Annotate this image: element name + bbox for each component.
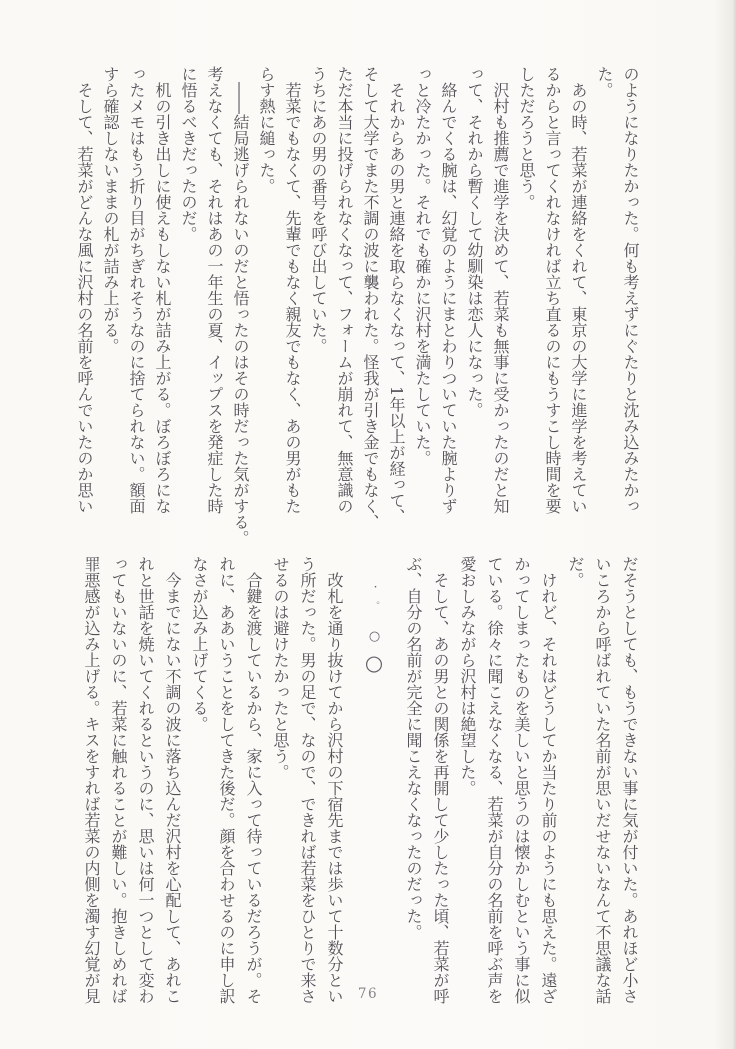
text-column: だ。 (566, 556, 585, 588)
section-divider (348, 556, 400, 1008)
text-column: た。 (595, 66, 614, 98)
text-column: ってもいないのに、若菜に触れることが難しい。抱きしめれば (109, 556, 128, 1004)
text-column: れと世話を焼いてくれるというのに、思いは何一つとして変わ (136, 556, 155, 1004)
divider-small-circle-mark: 。 (369, 601, 379, 611)
text-column: ている。徐々に聞こえなくなる、若菜が自分の名前を呼ぶ声を (485, 556, 504, 1004)
text-column: 考えなくても、それはあの一年生の夏、イップスを発症した時 (205, 66, 224, 514)
divider-dot-mark: ・ (369, 582, 379, 591)
text-column: 沢村も推薦で進学を決めて、若菜も無事に受かったのだと知 (491, 66, 510, 514)
text-column: そして、あの男との関係を再開して少したった頃、若菜が呼 (431, 556, 450, 1004)
text-column: っと冷たかった。それでも確かに沢村を満たしていた。 (413, 66, 432, 466)
text-column: う所だった。男の足で、なので、できれば若菜をひとりで来さ (298, 556, 317, 1004)
text-column: 机の引き出しに使えもしない札が詰み上がる。ぼろぼろにな (153, 66, 172, 514)
text-column: るからと言ってくれなければ立ち直るのにもうすこし時間を要 (543, 66, 562, 514)
text-column: 罪悪感が込み上げる。キスをすれば若菜の内側を濁す幻覚が見 (82, 556, 101, 1004)
divider-large-circle-mark: ○ (362, 651, 386, 676)
text-column: 改札を通り抜けてから沢村の下宿先までは歩いて十数分とい (325, 556, 344, 1004)
text-column: れに、ああいうことをしてきた後だ。顔を合わせるのに申し訳 (217, 556, 236, 1004)
text-column: らす熱に縋った。 (257, 66, 276, 194)
text-column: けれど、それはどうしてか当たり前のようにも思えた。遠ざ (539, 556, 558, 1004)
text-column: せるのは避けたかったと思う。 (271, 556, 290, 780)
text-column: そして大学でまた不調の波に襲われた。怪我が引き金でもなく、 (361, 66, 380, 530)
page-number: 76 (357, 986, 379, 1002)
text-column: あの時、若菜が連絡をくれて、東京の大学に進学を考えてい (569, 66, 588, 514)
text-block-bottom (78, 556, 643, 1008)
text-column: うちにあの男の番号を呼び出していた。 (309, 66, 328, 354)
text-column: 合鍵を渡しているから、家に入って待っているだろうが。そ (244, 556, 263, 1004)
text-column: かってしまったものを美しいと思うのは懐かしむという事に似 (512, 556, 531, 1004)
text-column: 絡んでくる腕は、幻覚のようにまとわりついていた腕よりず (439, 66, 458, 514)
text-column: ぶ、自分の名前が完全に聞こえなくなったのだった。 (404, 556, 423, 940)
text-column: だそうとしても、もうできない事に気が付いた。あれほど小さ (620, 556, 639, 1004)
text-column: 愛おしみながら沢村は絶望した。 (458, 556, 477, 796)
text-column: なさが込み上げてくる。 (190, 556, 209, 732)
text-column: に悟るべきだったのだ。 (179, 66, 198, 242)
text-column: そして、若菜がどんな風に沢村の名前を呼んでいたのか思い (75, 66, 94, 514)
text-column: って、それから暫くして幼馴染は恋人になった。 (465, 66, 484, 418)
text-block-top (71, 66, 643, 550)
text-column: すら確認しないままの札が詰み上がる。 (101, 66, 120, 354)
text-column: 若菜でもなくて、先輩でもなく親友でもなく、あの男がもた (283, 66, 302, 514)
text-column: ――結局逃げられないのだと悟ったのはその時だった気がする。 (231, 66, 250, 546)
text-column: それからあの男と連絡を取らなくなって、1年以上が経って、 (387, 66, 406, 525)
divider-circle-mark: ○ (367, 629, 382, 645)
text-column: 今までにない不調の波に落ち込んだ沢村を心配して、あれこ (163, 556, 182, 1004)
text-column: のようになりたかった。何も考えずにぐたりと沈み込みたかっ (621, 66, 640, 514)
text-column: ったメモはもう折り目がちぎれそうなのに捨てられない。額面 (127, 66, 146, 514)
text-column: しただろうと思う。 (517, 66, 536, 210)
text-column: いころから呼ばれていた名前が思いだせないなんて不思議な話 (593, 556, 612, 1004)
text-column: ただ本当に投げられなくなって、フォームが崩れて、無意識の (335, 66, 354, 514)
